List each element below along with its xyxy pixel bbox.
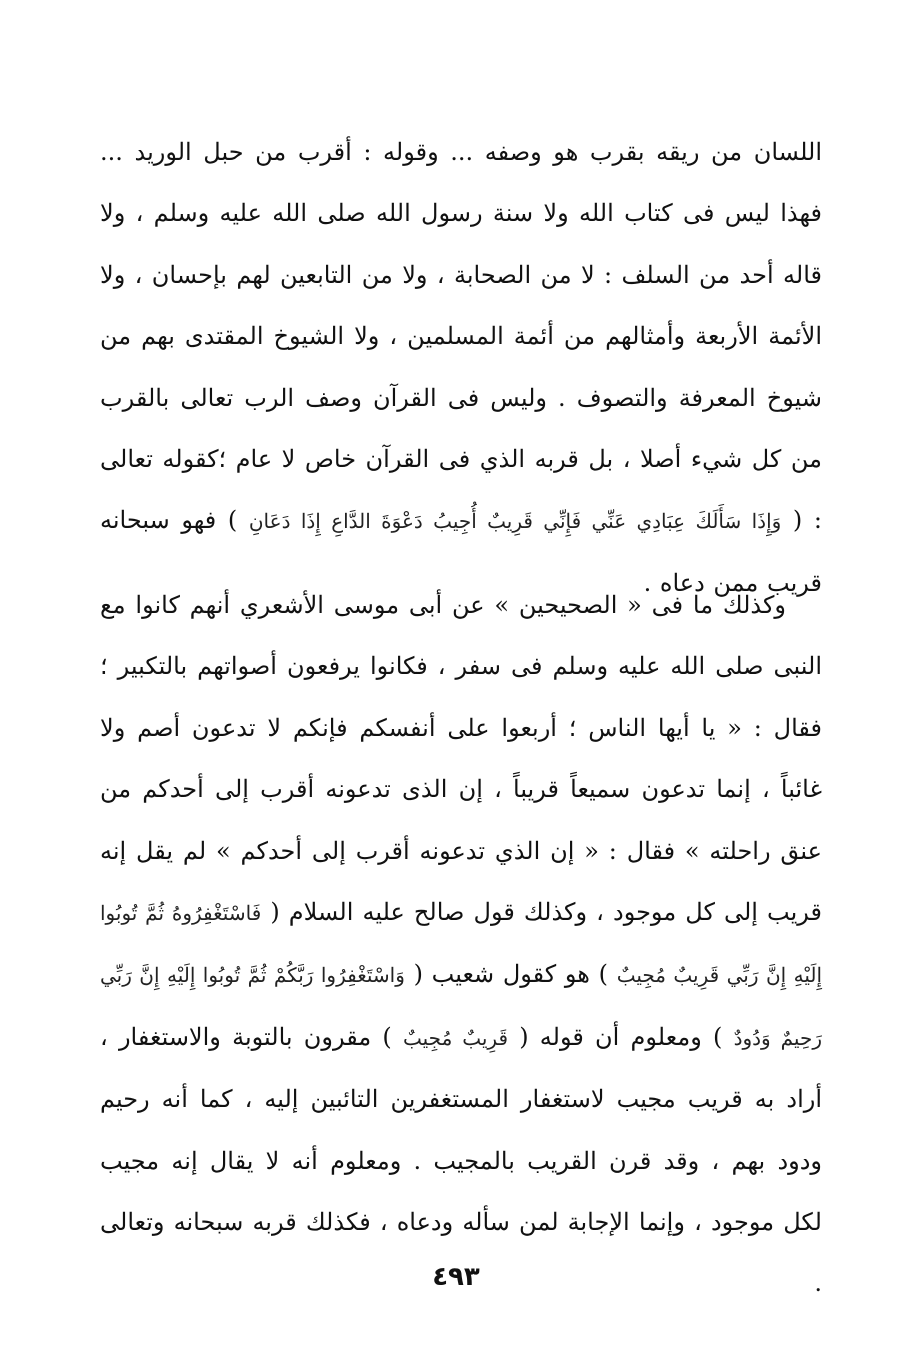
paragraph-2-text-d: ) مقرون بالتوبة والاستغفار ، أراد به قريب مجيب لاستغفار المستغفرين التائبين إليه ، كما أنه رحيم ودود بهم ، وقد قرن القريب بالمجيب . ومعلوم أنه لا يقال إنه مجيب لكل موجود ، وإنما الإجابة لمن سأله ودعاه ، فكذلك قربه سبحانه وتعالى . [100, 1022, 822, 1298]
paragraph-2 [100, 575, 822, 1315]
paragraph-1-text-a: اللسان من ريقه بقرب هو وصفه ... وقوله : أقرب من حبل الوريد ... فهذا ليس فى كتاب الله ولا سنة رسول الله صلى الله عليه وسلم ، ولا قاله أحد من السلف : لا من الصحابة ، ولا من التابعين لهم بإحسان ، ولا الأئمة الأربعة وأمثالهم من أئمة المسلمين ، ولا الشيوخ المقتدى بهم من شيوخ المعرفة والتصوف . وليس فى القرآن وصف الرب تعالى بالقرب من كل شيء أصلا ، بل قربه الذي فى القرآن خاص لا عام ؛كقوله تعالى : ( [100, 138, 822, 535]
quran-verse-salih: فَاسْتَغْفِرُوهُ ثُمَّ تُوبُوا إِلَيْهِ إِنَّ رَبِّي قَرِيبٌ مُجِيبٌ [100, 901, 823, 988]
quran-phrase-qarib-mujib: قَرِيبٌ مُجِيبٌ [403, 1025, 509, 1050]
paragraph-1-text-b: ) فهو سبحانه قريب ممن دعاه . [100, 506, 822, 597]
page-number: ٤٩٣ [432, 1262, 480, 1292]
quran-verse-shuayb: وَاسْتَغْفِرُوا رَبَّكُمْ ثُمَّ تُوبُوا إِلَيْهِ إِنَّ رَبِّي رَحِيمٌ وَدُودٌ [100, 963, 822, 1050]
quran-verse-baqarah-186: وَإِذَا سَأَلَكَ عِبَادِي عَنِّي فَإِنِّي قَرِيبٌ أُجِيبُ دَعْوَةَ الدَّاعِ إِذَا دَعَانِ [248, 509, 782, 534]
paragraph-2-text-a: وكذلك ما فى « الصحيحين » عن أبى موسى الأشعري أنهم كانوا مع النبى صلى الله عليه وسلم فى سفر ، فكانوا يرفعون أصواتهم بالتكبير ؛ فقال : « يا أيها الناس ؛ أربعوا على أنفسكم فإنكم لا تدعون أصم ولا غائباً ، إنما تدعون سميعاً قريباً ، إن الذى تدعونه أقرب إلى أحدكم من عنق راحلته » فقال : « إن الذي تدعونه أقرب إلى أحدكم » لم يقل إنه قريب إلى كل موجود ، وكذلك قول صالح عليه السلام ( [100, 591, 822, 927]
paragraph-2-text-b: ) هو كقول شعيب ( [404, 960, 617, 989]
paragraph-1 [100, 122, 822, 614]
paragraph-2-text-c: ) ومعلوم أن قوله ( [508, 1022, 734, 1051]
